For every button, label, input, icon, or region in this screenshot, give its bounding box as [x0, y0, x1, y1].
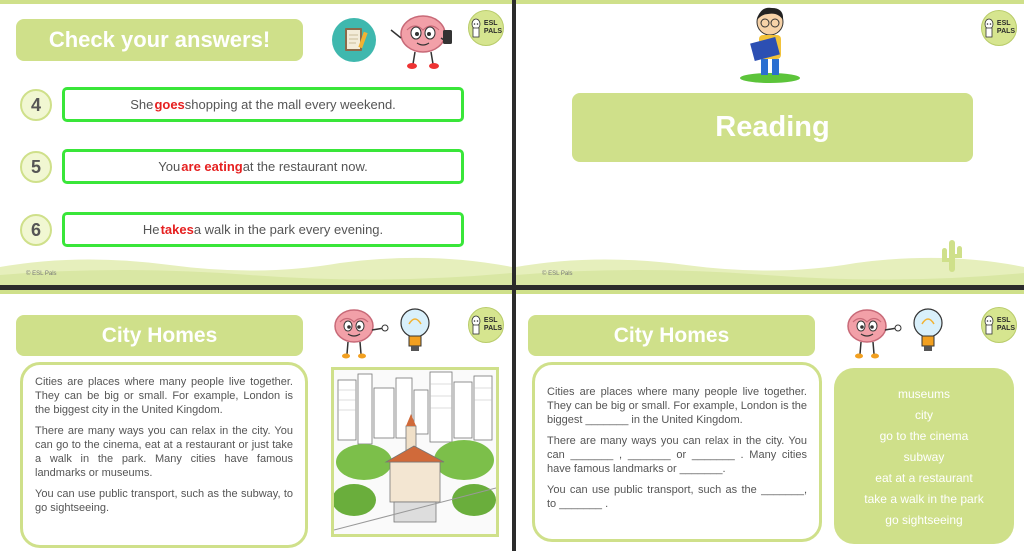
esl-pals-logo: ESL PALS: [468, 10, 504, 46]
slide-check-answers[interactable]: [0, 0, 512, 285]
word-bank-item[interactable]: city: [915, 408, 933, 422]
word-bank: [834, 368, 1014, 544]
word-bank-item[interactable]: take a walk in the park: [864, 492, 984, 506]
slide-title: Reading: [572, 93, 973, 162]
copyright-text: © ESL Pals: [542, 271, 573, 277]
paragraph: There are many ways you can relax in the city. You can go to the cinema, eat at a restaurant or just take a walk in the park. Many cities have famous landmarks or museums.: [35, 425, 293, 479]
esl-pals-logo: ESL PALS: [981, 10, 1017, 46]
notebook-icon: [332, 18, 376, 62]
answer-box[interactable]: [62, 87, 464, 122]
answer-text-post: a walk in the park every evening.: [193, 222, 384, 237]
word-bank-item[interactable]: subway: [903, 450, 945, 464]
slide-reading[interactable]: [516, 0, 1024, 285]
light-bulb-icon: [398, 306, 432, 356]
alpaca-icon: [470, 315, 482, 335]
alpaca-icon: [983, 18, 995, 38]
answer-text-post: at the restaurant now.: [242, 159, 368, 174]
paragraph: There are many ways you can relax in the city. You can _______ , _______ or _______ . Many cities have famous landmarks or _______.: [547, 435, 807, 475]
answer-box[interactable]: [62, 149, 464, 184]
answer-highlight: takes: [160, 222, 194, 237]
paragraph: You can use public transport, such as the _______, to _______ .: [547, 484, 807, 510]
top-accent-bar: [0, 0, 512, 4]
gap-fill-passage: [532, 362, 822, 542]
paragraph: Cities are places where many people live together. They can be big or small. For example, London is the biggest _______ in the United Kingdom.: [547, 386, 807, 426]
word-bank-item[interactable]: museums: [897, 387, 950, 401]
city-buildings-image: [334, 370, 496, 534]
paragraph: You can use public transport, such as the subway, to go sightseeing.: [35, 488, 293, 514]
brain-mascot-icon: [385, 8, 461, 74]
brain-mascot-icon: [841, 304, 903, 362]
cactus-icon: [940, 238, 964, 272]
answer-box[interactable]: [62, 212, 464, 247]
paragraph: Cities are places where many people live together. They can be big or small. For example, London is the biggest city in the United Kingdom.: [35, 376, 293, 416]
esl-pals-logo: ESL PALS: [468, 307, 504, 343]
slide-city-homes-gapfill[interactable]: [516, 290, 1024, 551]
city-illustration: [331, 367, 499, 537]
word-bank-item[interactable]: go sightseeing: [885, 513, 963, 527]
question-number: 4: [20, 89, 52, 121]
brain-mascot-icon: [328, 304, 390, 362]
answer-text-pre: You: [158, 159, 181, 174]
word-bank-item[interactable]: go to the cinema: [879, 429, 969, 443]
answer-text-post: shopping at the mall every weekend.: [184, 97, 396, 112]
alpaca-icon: [983, 315, 995, 335]
reading-passage: [20, 362, 308, 548]
answer-highlight: are eating: [181, 159, 243, 174]
alpaca-icon: [470, 18, 482, 38]
top-accent-bar: [0, 290, 512, 294]
slide-title: City Homes: [16, 315, 303, 356]
slide-city-homes-text[interactable]: [0, 290, 512, 551]
answer-text-pre: She: [130, 97, 154, 112]
slide-title: Check your answers!: [16, 19, 303, 61]
copyright-text: © ESL Pals: [26, 271, 57, 277]
esl-pals-logo: ESL PALS: [981, 307, 1017, 343]
hills-decoration: [0, 245, 512, 285]
answer-text-pre: He: [142, 222, 160, 237]
question-number: 6: [20, 214, 52, 246]
slide-title: City Homes: [528, 315, 815, 356]
light-bulb-icon: [911, 306, 945, 356]
top-accent-bar: [516, 290, 1024, 294]
answer-highlight: goes: [154, 97, 185, 112]
boy-reading-icon: [738, 4, 802, 84]
question-number: 5: [20, 151, 52, 183]
word-bank-item[interactable]: eat at a restaurant: [875, 471, 973, 485]
